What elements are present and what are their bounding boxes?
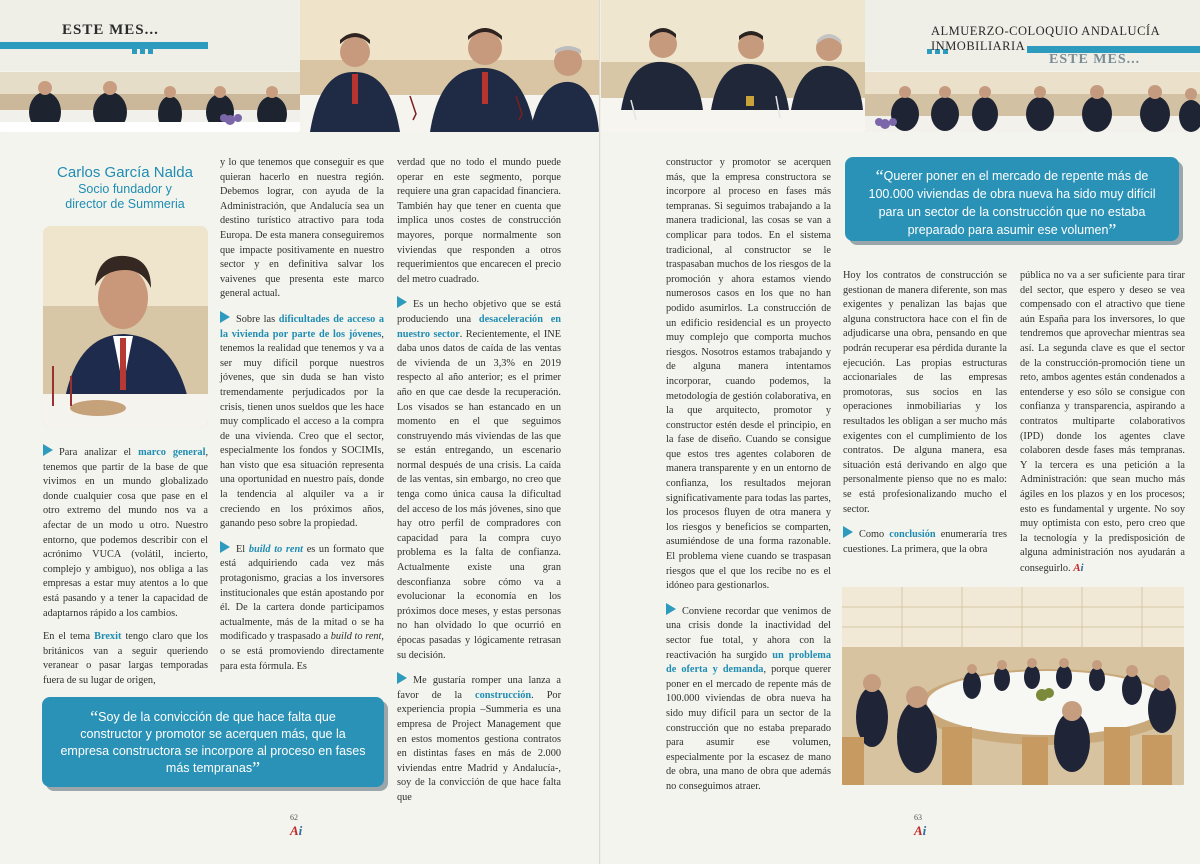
highlight-term: dificultades de acceso a la vivienda por parte de los jóvenes [220,313,385,340]
highlight-term: un problema de oferta y demanda [666,649,831,676]
paragraph-marker-icon [397,672,407,684]
article-column [43,444,208,689]
highlight-term: Brexit [94,631,122,643]
article-column [843,269,1007,566]
left-page [0,0,599,864]
byline [40,164,210,212]
pull-quote [42,697,384,787]
quote-open-icon: “ [90,707,99,727]
text: , tenemos la realidad que tenemos y va a ser muy difícil porque nuestros jóvenes, que sin duda se han visto tremendamente perjudicados por la crisis, tienen unos sueldos que les hace muy complicado el acceso a la compra de una vivienda. Creo que el sector, especialmente los fondos y SOCIMIs, han visto que esa situación representa una oportunidad en nuestro país, donde la tendencia al alquiler va a ir creciendo en los próximos años, ganando peso sobre la propiedad. [220,328,384,530]
pull-quote [845,157,1179,241]
article-column [666,156,831,804]
paragraph-marker-icon [397,296,407,308]
text: Para analizar el [59,447,139,458]
text: tengo claro que los británicos van a seguir queriendo veranear o pasar largas temporadas fuera de su lugar de origen, [43,631,209,686]
quote-text: Querer poner en el mercado de repente más de 100.000 viviendas de obra nueva ha sido muy difícil para un sector de la construcción que no estaba preparado para asumir ese volumen [868,169,1156,237]
paragraph: verdad que no todo el mundo puede operar en este segmento, porque requiere una gran capacidad financiera. También hay que tener en cuenta que implica unos costes de construcción mayores, porque normalmente son viviendas que responden a otros requerimientos que encarecen el precio del metro cuadrado. [397,157,561,285]
page-number: 63 [914,813,922,822]
text: Es un hecho objetivo que se está produciendo una [397,299,561,325]
author-portrait [43,226,208,428]
paragraph: pública no va a ser suficiente para tirar del sector, que espero y deseo se vea compensado con el atractivo que tiene aún España para los inversores, lo que tendremos que aprovechar mientras sea así. La segunda clave es que el sector de la construcción-promoción tiene un reto, ambos agentes están condenados a entenderse y eso sólo se consigue con confianza y transparencia, aspirando a contratos multiparte colaborativos (IPD) donde los agentes clave colaboren desde fases más tempranas. Y la tercera es una petición a la Administración: que sean mucho más ágiles en los plazos y en los procesos; esto es fundamental y urgente. No soy muy optimista con esto, pero creo que la tecnología y la predisposición de alguna administración nos ayudarán a conseguirlo. [1020,270,1185,574]
author-role: Socio fundador y [78,182,172,196]
author-name: Carlos García Nalda [57,164,193,181]
right-page [601,0,1200,864]
text: , porque querer poner en el mercado de repente más de 100.000 viviendas de obra nueva ha sido muy difícil para un sector de la construcción que no estaba preparado para asumir ese volumen, especialmente por la escasez de mano de obra, una mano de obra que además no conseguimos atraer. [666,664,831,792]
text: es un formato que está adquiriendo cada vez más protagonismo, gracias a los inversores institucionales que están apostando por él. De la cartera donde participamos actualmente, más de la mitad o se ha modificado y traspasado a [220,543,384,643]
author-role: director de Summeria [65,197,185,211]
event-photo [300,0,599,132]
highlight-term: desaceleración en nuestro sector [397,313,561,340]
magazine-logo: Ai [290,823,303,838]
page-number: 62 [290,813,298,822]
text: . Recientemente, el INE daba unos datos de caída de las ventas de vivienda de un 3,3% en 2019 respecto al año anterior; es el primer año en que cae desde la recuperación. Los visados se han estancado en un momento en el que seguimos construyendo más viviendas de las que se están entregando, un escenario normal después de una crisis. La caída de las ventas, sin embargo, no creo que tenga como única causa la dificultad del acceso de los más jóvenes, sino que hay otro perfil de compradores con capacidad para la compra cuyo problema es la falta de confianza. Actualmente existe una gran desconfianza sobre cómo va a evolucionar la economía en los próximos doce meses, y estas personas no han olvidado lo que ocurrió en épocas pasadas y lógicamente retrasan su decisión. [397,328,561,661]
article-column [1020,269,1185,585]
quote-open-icon: “ [875,166,884,186]
paragraph-marker-icon [843,526,853,538]
text: , o se está promoviendo directamente para esta fórmula. Es [220,631,384,672]
header-square [148,49,153,54]
quote-close-icon: ” [1108,220,1117,240]
highlight-term: construcción [475,689,532,701]
event-photo [0,72,300,132]
text: build to rent [330,631,382,643]
highlight-term: conclusión [889,529,936,541]
section-label: ESTE MES... [62,22,159,38]
paragraph: constructor y promotor se acerquen más, que la empresa constructora se incorpore al proceso en fases más tempranas. Si seguimos trabajando a la manera tradicional, las cosas se van a complicar para todos. En el sistema tradicional, al constructor se le traspasaban muchos de los riesgos de la promoción y ahora estamos viendo numerosos casos en los que no han podido asumirlos. La construcción de un edificio residencial es un proyecto muy complejo que comporta muchos riesgos. Nosotros estamos trabajando y de alguna manera intentamos incorporar, cuando podemos, la metodología de gestión colaborativa, en la que arquitecto, promotor y constructor estén desde el principio, en la fase de diseño. Cuando se consigue que estos tres agentes colaboren de manera transparente y en un entorno de confianza, los resultados mejoran significativamente para todas las partes, los procesos fluyen de otra manera y los riesgos y beneficios se comparten, asumiéndose de una forma razonable. El problema viene cuando se traspasan riesgos que el que los recibe no es el idóneo para gestionarlos. [666,157,831,592]
paragraph-marker-icon [43,444,53,456]
header-accent-bar [0,42,208,49]
text: Como [859,529,890,541]
highlight-term: marco general [138,447,206,458]
text: , tenemos que partir de la base de que vivimos en un mundo globalizado donde cualquier cosa que pase en el otro extremo del mundo nos va a afectar de un modo u otro. Nuestro entorno, que podemos describir con el acrónimo VUCA (volátil, incierto, complejo y ambiguo), nos obliga a las empresas a estar muy atentos a lo que está pasando y a tener la capacidad de adaptarnos rápido a los cambios. [43,447,209,619]
event-photo [865,72,1200,132]
text: El [236,543,249,555]
text: enumeraría tres cuestiones. La primera, que la obra [843,529,1008,555]
text: Sobre las [236,313,279,325]
magazine-logo: Ai [914,823,927,838]
section-title: ALMUERZO-COLOQUIO ANDALUCÍA INMOBILIARIA [931,24,1160,53]
end-logo: Ai [1073,561,1084,574]
text: . Por experiencia propia –Summeria es una empresa de Project Management que en estos momentos gestiona contratos en distintas fases en más de 2.000 viviendas entre Madrid y Andalucía-, soy de la convicción de que hace falta que [397,689,561,803]
quote-text: Soy de la convicción de que hace falta que constructor y promotor se acerquen más, que la empresa constructora se incorpore al proceso en fases más tempranas [60,710,366,775]
header-square [140,49,145,54]
article-column [220,156,384,683]
text: En el tema [43,631,95,643]
paragraph-marker-icon [220,311,230,323]
paragraph-marker-icon [666,603,676,615]
section-label: ESTE MES... [1049,52,1141,67]
text: Me gustaría romper una lanza a favor de la [397,675,561,701]
quote-close-icon: ” [252,758,261,778]
event-photo [601,0,865,132]
highlight-term: build to rent [248,543,304,555]
article-column [397,156,561,815]
header-square [132,49,137,54]
paragraph: y lo que tenemos que conseguir es que quieran hacerlo en nuestra región. Debemos lograr, con ayuda de la Administración, que Andalucía sea un destino turístico atractivo para toda Europa. De esta manera conseguiremos que impacte positivamente en nuestro sector y en definitiva salvar los vaivenes que presenta este marco general actual. [220,157,384,300]
text: Conviene recordar que venimos de una crisis donde la inactividad del sector fue total, y ahora con la reactivación ha surgido [666,605,831,661]
paragraph-marker-icon [220,541,230,553]
paragraph: Hoy los contratos de construcción se gestionan de manera diferente, son mas exigentes y penalizan las bajas que alguna constructora hace con el fin de adjudicarse una obra, pensando en que podrán recuperar esa pérdida durante la ejecución. Las propias estructuras accionariales de las empresas promotoras, sus socios en las operaciones inmobiliarias y los resultados les obligan a ser mucho más exigentes con el cumplimiento de los contratos. De alguna manera, esa situación está derivando en algo que personalmente pienso que no es malo: se está profesionalizando mucho el sector. [843,270,1007,515]
meeting-room-photo [842,587,1184,785]
